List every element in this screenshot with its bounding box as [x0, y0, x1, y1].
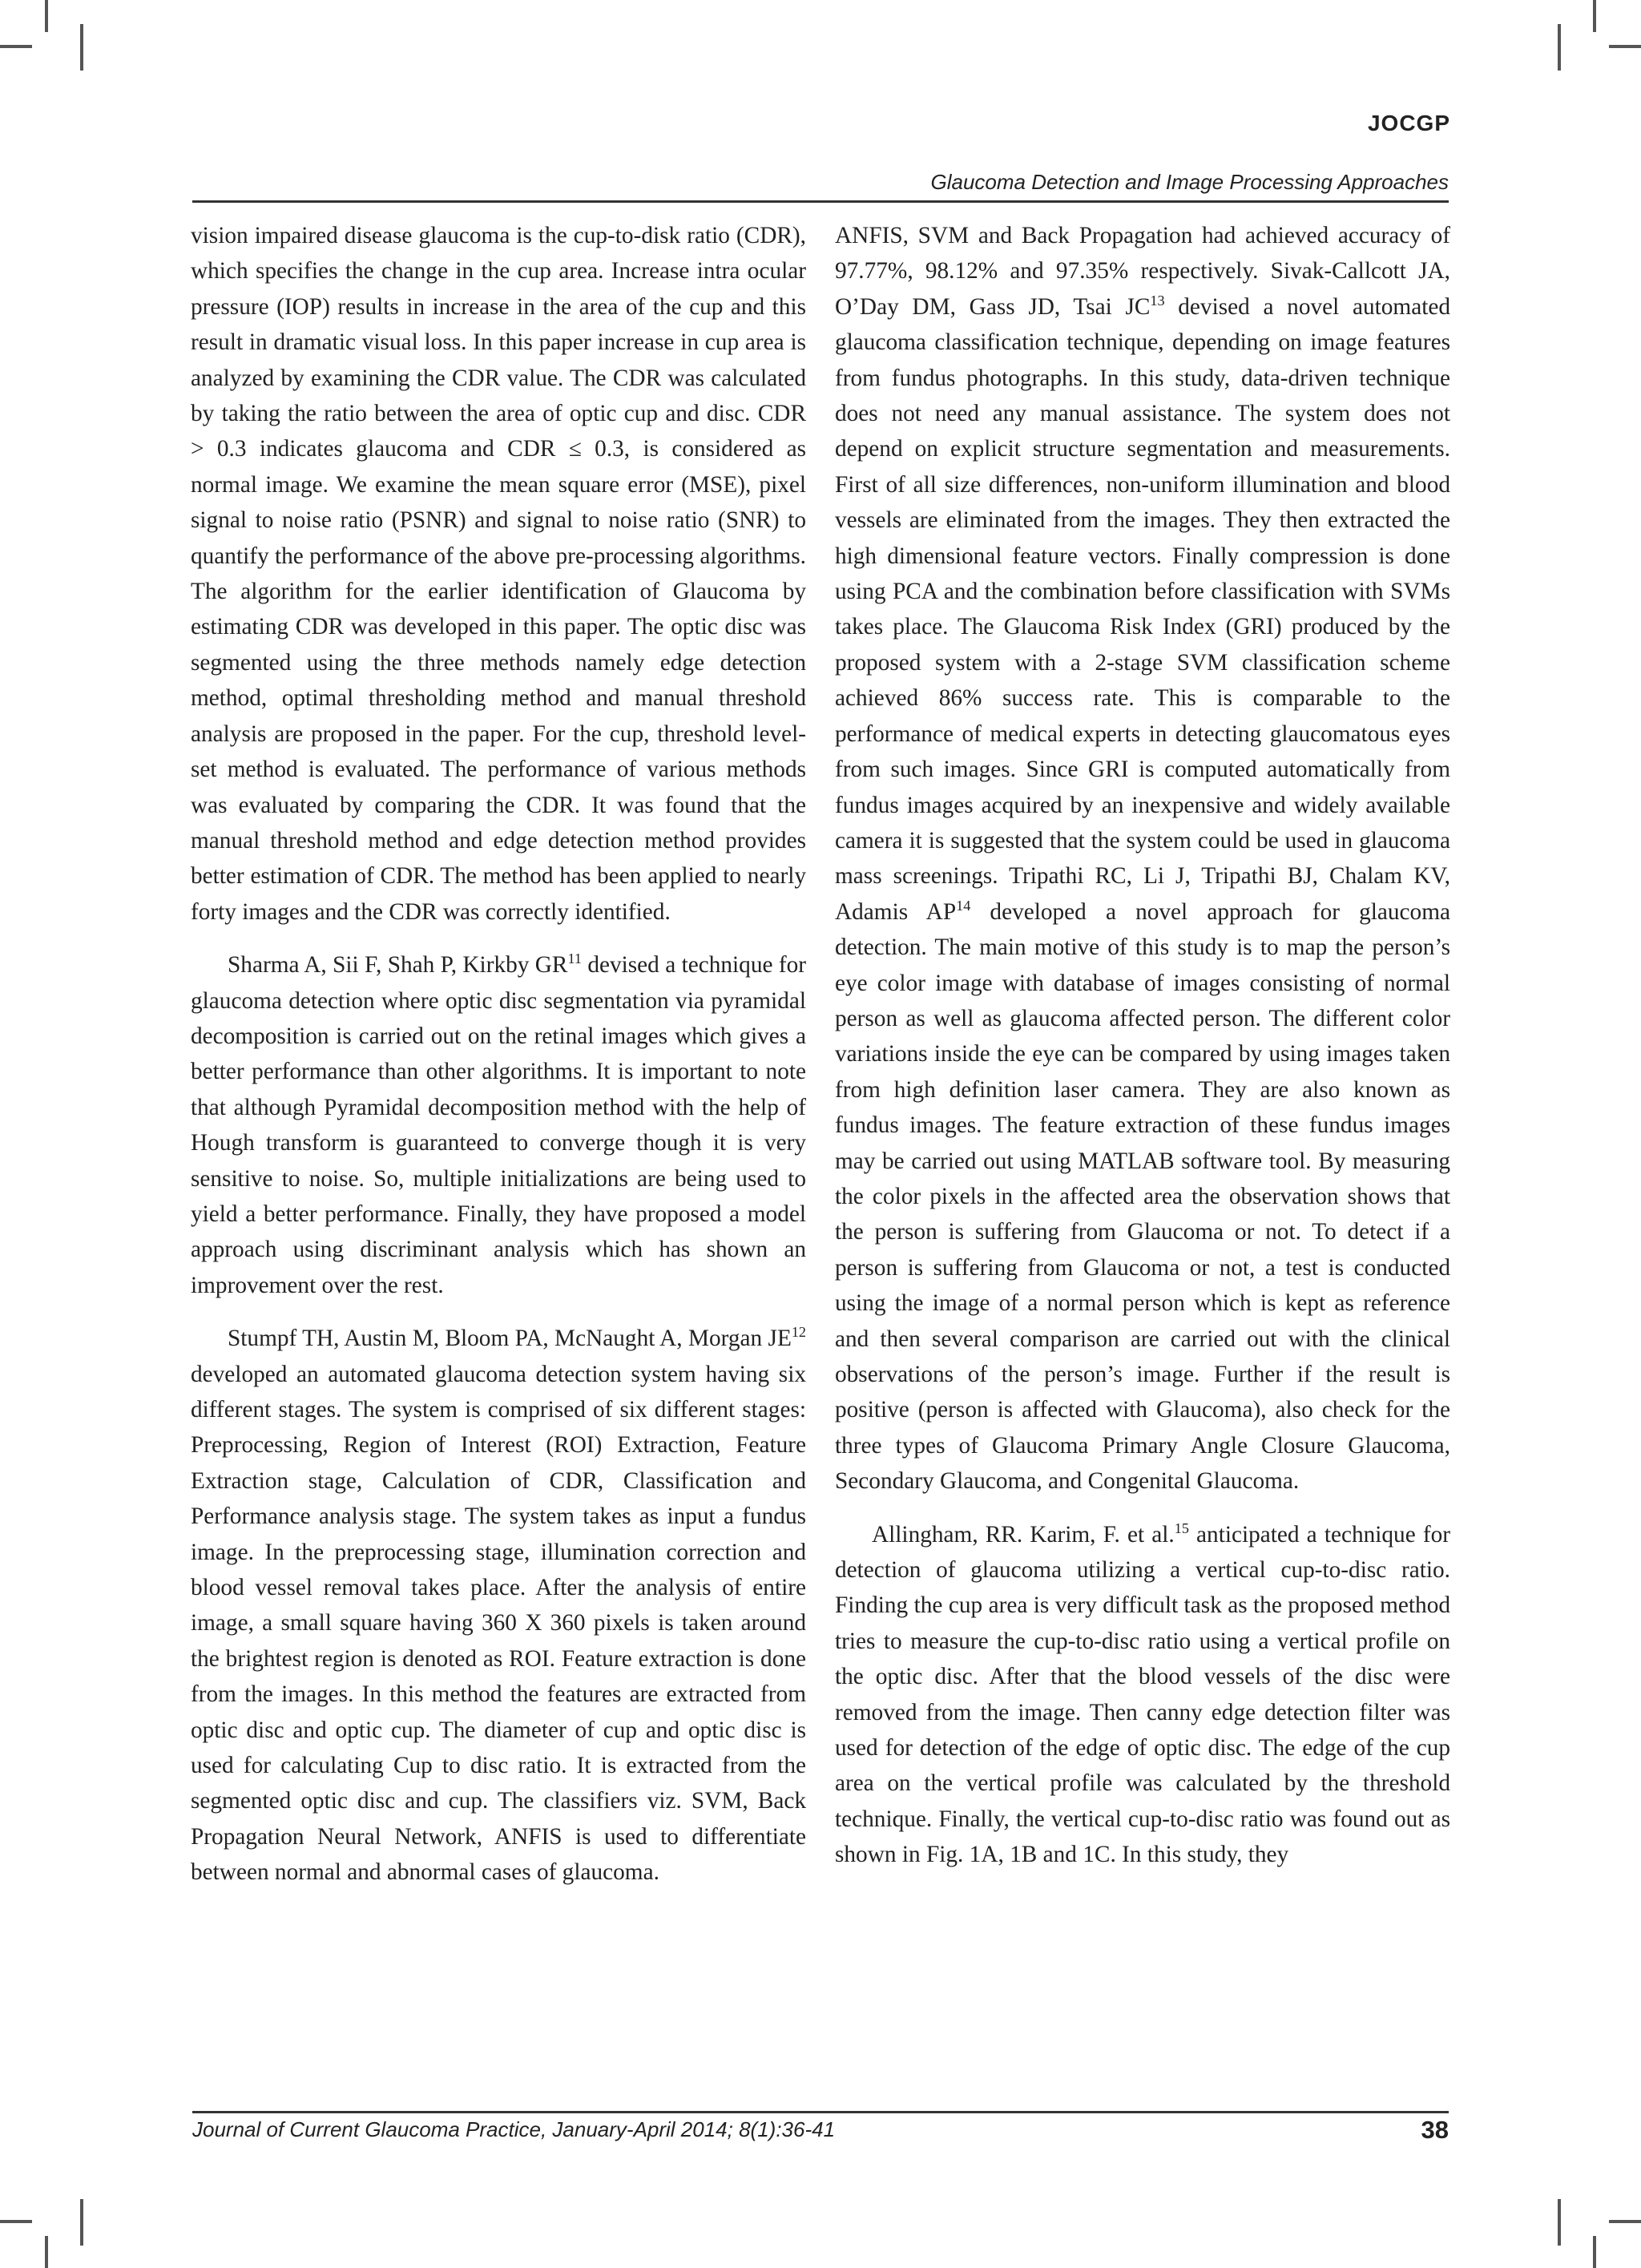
citation-authors: Allingham, RR. Karim, F. et al.: [872, 1521, 1175, 1548]
paragraph: Stumpf TH, Austin M, Bloom PA, McNaught A, Morgan JE$^{12}$ developed an automated glaucoma detection system having six different stages. The system is comprised of six different stages: Preprocessing, Region of Interest (ROI) Extraction, Feature Extraction stage, Calculation of CDR, Classification and Performance analysis stage. The system takes as input a fundus image. In the preprocessing stage, illumination correction and blood vessel removal takes place. After the analysis of entire image, a small square having 360 X 360 pixels is taken around the brightest region is denoted as ROI. Feature extraction is done from the images. In this method the features are extracted from optic disc and optic cup. The diameter of cup and optic disc is used for calculating Cup to disc ratio. It is extracted from the segmented optic disc and cup. The classifiers viz. SVM, Back Propagation Neural Network, ANFIS is used to differentiate between normal and abnormal cases of glaucoma.: [191, 1323, 806, 1886]
header-rule: [192, 200, 1449, 203]
crop-mark: [1593, 2236, 1596, 2268]
crop-mark: [1609, 45, 1641, 48]
reference-number: 12: [791, 1323, 806, 1340]
crop-mark: [80, 24, 83, 71]
paragraph: Sharma A, Sii F, Shah P, Kirkby GR$^{11}$ devised a technique for glaucoma detection where optic disc segmentation via pyramidal decomposition is carried out on the retinal images which gives a better performance than other algorithms. It is important to note that although Pyramidal decomposition method with the help of Hough transform is guaranteed to converge though it is very sensitive to noise. So, multiple initializations are being used to yield a better performance. Finally, they have proposed a model approach using discriminant analysis which has shown an improvement over the rest.: [191, 950, 806, 1298]
crop-mark: [0, 45, 32, 48]
right-column: [835, 218, 1450, 1873]
page-number: 38: [1421, 2116, 1449, 2144]
running-title: Glaucoma Detection and Image Processing Approaches: [930, 170, 1449, 194]
reference-number: 14: [956, 897, 971, 914]
footer-citation: Journal of Current Glaucoma Practice, January-April 2014; 8(1):36-41: [192, 2117, 836, 2141]
crop-mark: [45, 0, 48, 32]
left-column: [191, 218, 806, 1891]
crop-mark: [1593, 0, 1596, 32]
crop-mark: [45, 2236, 48, 2268]
crop-mark: [1558, 24, 1561, 71]
reference-number: 15: [1174, 1519, 1189, 1536]
crop-mark: [1609, 2220, 1641, 2223]
crop-mark: [1558, 2199, 1561, 2246]
footer-rule: [192, 2111, 1449, 2113]
journal-abbreviation: JOCGP: [1367, 111, 1450, 135]
crop-mark: [0, 2220, 32, 2223]
reference-number: 13: [1150, 292, 1165, 309]
paragraph: Allingham, RR. Karim, F. et al.$^{15}$ anticipated a technique for detection of glaucoma utilizing a vertical cup-to-disc ratio. Finding the cup area is very difficult task as the proposed method tries to measure the cup-to-disc ratio using a vertical profile on the optic disc. After that the blood vessels of the disc were removed from the image. Then canny edge detection filter was used for detection of the edge of optic disc. The edge of the cup area on the vertical profile was calculated by the threshold technique. Finally, the vertical cup-to-disc ratio was found out as shown in Fig. 1A, 1B and 1C. In this study, they: [835, 1519, 1450, 1868]
citation-authors: Sharma A, Sii F, Shah P, Kirkby GR: [228, 952, 568, 979]
paragraph: vision impaired disease glaucoma is the cup-to-disk ratio (CDR), which specifies the change in the cup area. Increase intra ocular pressure (IOP) results in increase in the area of the cup and this result in dramatic visual loss. In this paper increase in cup area is analyzed by examining the CDR value. The CDR was calculated by taking the ratio between the area of optic cup and disc. CDR > 0.3 indicates glaucoma and CDR ≤ 0.3, is considered as normal image. We examine the mean square error (MSE), pixel signal to noise ratio (PSNR) and signal to noise ratio (SNR) to quantify the performance of the above pre-processing algorithms. The algorithm for the earlier identification of Glaucoma by estimating CDR was developed in this paper. The optic disc was segmented using the three methods namely edge detection method, optimal thresholding method and manual threshold analysis are proposed in the paper. For the cup, threshold level-set method is evaluated. The performance of various methods was evaluated by comparing the CDR. It was found that the manual threshold method and edge detection method provides better estimation of CDR. The method has been applied to nearly forty images and the CDR was correctly identified.: [191, 223, 806, 925]
citation-authors: Stumpf TH, Austin M, Bloom PA, McNaught A, Morgan JE: [228, 1326, 792, 1352]
crop-mark: [80, 2199, 83, 2246]
reference-number: 11: [567, 950, 582, 967]
paragraph: ANFIS, SVM and Back Propagation had achieved accuracy of 97.77%, 98.12% and 97.35% respectively. Sivak-Callcott JA, O’Day DM, Gass JD, Tsai JC$^{13}$ devised a novel automated glaucoma classification technique, depending on image features from fundus photographs. In this study, data-driven technique does not need any manual assistance. The system does not depend on explicit structure segmentation and measurements. First of all size differences, non-uniform illumination and blood vessels are eliminated from the images. They then extracted the high dimensional feature vectors. Finally compression is done using PCA and the combination before classification with SVMs takes place. The Glaucoma Risk Index (GRI) produced by the proposed system with a 2-stage SVM classification scheme achieved 86% success rate. This is comparable to the performance of medical experts in detecting glaucomatous eyes from such images. Since GRI is computed automatically from fundus images acquired by an inexpensive and widely available camera it is suggested that the system could be used in glaucoma mass screenings. Tripathi RC, Li J, Tripathi BJ, Chalam KV, Adamis AP$^{14}$ developed a novel approach for glaucoma detection. The main motive of this study is to map the person’s eye color image with database of images consisting of normal person as well as glaucoma affected person. The different color variations inside the eye can be compared by using images taken from high definition laser camera. They are also known as fundus images. The feature extraction of these fundus images may be carried out using MATLAB software tool. By measuring the color pixels in the affected area the observation shows that the person is suffering from Glaucoma or not. To detect if a person is suffering from Glaucoma or not, a test is conducted using the image of a normal person which is kept as reference and then several comparison are carried out with the clinical observations of the person’s image. Further if the result is positive (person is affected with Glaucoma), also check for the three types of Glaucoma Primary Angle Closure Glaucoma, Secondary Glaucoma, and Congenital Glaucoma.: [835, 223, 1451, 1495]
